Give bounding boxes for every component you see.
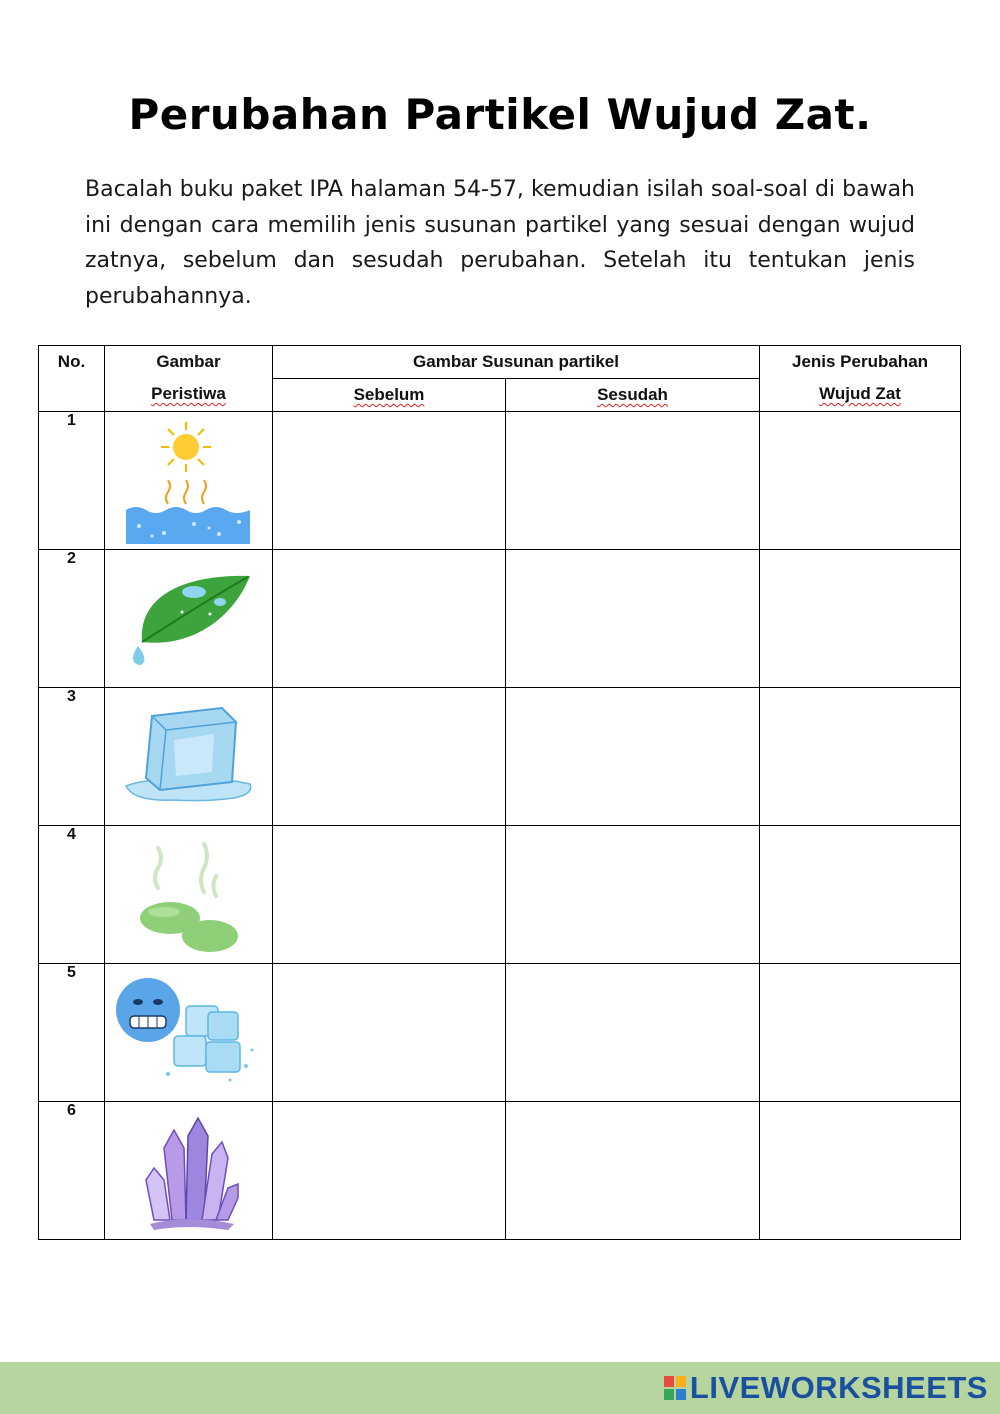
jenis-perubahan-answer-cell[interactable] bbox=[760, 964, 961, 1102]
header-susunan-partikel: Gambar Susunan partikel bbox=[273, 346, 760, 379]
event-picture-cell bbox=[105, 688, 273, 826]
liveworksheets-logo[interactable] bbox=[664, 1370, 988, 1406]
sebelum-answer-cell[interactable] bbox=[273, 1102, 506, 1240]
worksheet-table bbox=[38, 345, 961, 1240]
event-picture-cell bbox=[105, 550, 273, 688]
row-number: 6 bbox=[39, 1102, 105, 1240]
event-picture-cell bbox=[105, 1102, 273, 1240]
table-row bbox=[39, 826, 961, 964]
footer-bar bbox=[0, 1362, 1000, 1414]
event-picture-cell bbox=[105, 826, 273, 964]
row-number: 3 bbox=[39, 688, 105, 826]
row-number: 1 bbox=[39, 412, 105, 550]
instructions-paragraph: Bacalah buku paket IPA halaman 54-57, kemudian isilah soal-soal di bawah ini dengan cara memilih jenis susunan partikel yang sesuai dengan wujud zatnya, sebelum dan sesudah perubahan. Setelah itu tentukan jenis perubahannya. bbox=[85, 177, 915, 309]
freezing-ice-icon bbox=[114, 970, 264, 1096]
brand-name: LIVEWORKSHEETS bbox=[689, 1370, 988, 1405]
sesudah-answer-cell[interactable] bbox=[506, 688, 760, 826]
row-number: 2 bbox=[39, 550, 105, 688]
header-sesudah: Sesudah bbox=[506, 379, 760, 412]
evaporating-water-icon bbox=[124, 418, 254, 544]
jenis-perubahan-answer-cell[interactable] bbox=[760, 412, 961, 550]
jenis-perubahan-answer-cell[interactable] bbox=[760, 550, 961, 688]
jenis-perubahan-answer-cell[interactable] bbox=[760, 1102, 961, 1240]
jenis-perubahan-answer-cell[interactable] bbox=[760, 688, 961, 826]
header-sebelum: Sebelum bbox=[273, 379, 506, 412]
sesudah-answer-cell[interactable] bbox=[506, 1102, 760, 1240]
row-number: 4 bbox=[39, 826, 105, 964]
event-picture-cell bbox=[105, 964, 273, 1102]
table-row bbox=[39, 964, 961, 1102]
melting-ice-icon bbox=[124, 694, 254, 820]
table-row bbox=[39, 688, 961, 826]
sebelum-answer-cell[interactable] bbox=[273, 826, 506, 964]
page-title: Perubahan Partikel Wujud Zat. bbox=[128, 90, 872, 140]
sesudah-answer-cell[interactable] bbox=[506, 826, 760, 964]
header-jenis-perubahan: Jenis Perubahan Wujud Zat bbox=[760, 346, 961, 412]
sesudah-answer-cell[interactable] bbox=[506, 964, 760, 1102]
header-no: No. bbox=[39, 346, 105, 412]
table-row bbox=[39, 550, 961, 688]
liveworksheets-logo-icon bbox=[664, 1376, 686, 1400]
leaf-dew-icon bbox=[124, 556, 254, 682]
subliming-mothball-icon bbox=[124, 832, 254, 958]
jenis-perubahan-answer-cell[interactable] bbox=[760, 826, 961, 964]
header-gambar-peristiwa: Gambar Peristiwa bbox=[105, 346, 273, 412]
sebelum-answer-cell[interactable] bbox=[273, 688, 506, 826]
table-row bbox=[39, 412, 961, 550]
sebelum-answer-cell[interactable] bbox=[273, 550, 506, 688]
row-number: 5 bbox=[39, 964, 105, 1102]
sesudah-answer-cell[interactable] bbox=[506, 550, 760, 688]
sebelum-answer-cell[interactable] bbox=[273, 412, 506, 550]
sebelum-answer-cell[interactable] bbox=[273, 964, 506, 1102]
crystal-icon bbox=[124, 1108, 254, 1234]
sesudah-answer-cell[interactable] bbox=[506, 412, 760, 550]
table-row bbox=[39, 1102, 961, 1240]
event-picture-cell bbox=[105, 412, 273, 550]
